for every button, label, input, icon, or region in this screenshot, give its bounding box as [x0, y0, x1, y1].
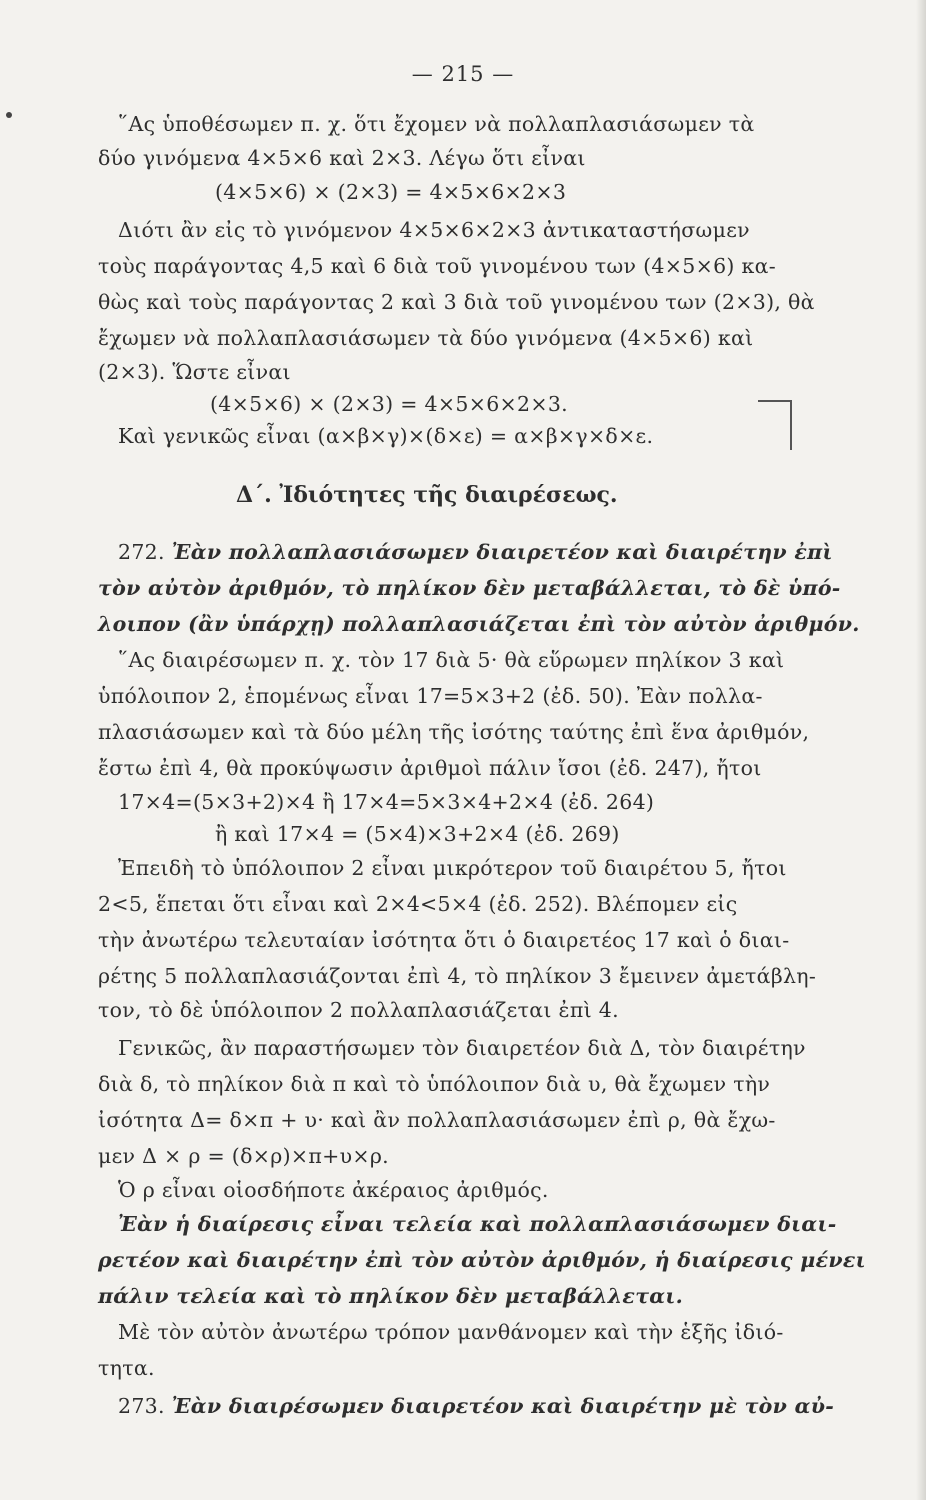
equation: ἢ καὶ 17×4 = (5×4)×3+2×4 (ἐδ. 269) — [215, 822, 620, 846]
text-line: Ὁ ρ εἶναι οἱοσδήποτε ἀκέραιος ἀριθμός. — [118, 1178, 549, 1202]
paragraph-273 — [118, 1394, 834, 1418]
paragraph-272 — [118, 540, 833, 564]
page-edge — [916, 0, 926, 1500]
text-line: (2×3). Ὥστε εἶναι — [98, 360, 291, 384]
equation: Καὶ γενικῶς εἶναι (α×β×γ)×(δ×ε) = α×β×γ×δ×ε. — [118, 424, 654, 448]
text-line: τητα. — [98, 1356, 155, 1380]
theorem-text: πάλιν τελεία καὶ τὸ πηλίκον δὲν μεταβάλλεται. — [98, 1284, 684, 1308]
equation: (4×5×6) × (2×3) = 4×5×6×2×3. — [210, 392, 568, 416]
text-line: πλασιάσωμεν καὶ τὰ δύο μέλη τῆς ἰσότης ταύτης ἐπὶ ἕνα ἀριθμόν, — [98, 720, 810, 744]
theorem-text: Ἐὰν ἡ διαίρεσις εἶναι τελεία καὶ πολλαπλασιάσωμεν διαι- — [118, 1212, 837, 1236]
text-line: Διότι ἂν εἰς τὸ γινόμενον 4×5×6×2×3 ἀντικαταστήσωμεν — [118, 218, 750, 242]
text-line: δύο γινόμενα 4×5×6 καὶ 2×3. Λέγω ὅτι εἶναι — [98, 146, 586, 170]
text-line: Μὲ τὸν αὐτὸν ἀνωτέρω τρόπον μανθάνομεν καὶ τὴν ἑξῆς ἰδιό- — [118, 1320, 784, 1344]
theorem-text: ρετέον καὶ διαιρέτην ἐπὶ τὸν αὐτὸν ἀριθμόν, ἡ διαίρεσις μένει — [98, 1248, 866, 1272]
page-number: — 215 — — [411, 62, 515, 86]
theorem-text: λοιπον (ἂν ὑπάρχῃ) πολλαπλασιάζεται ἐπὶ τὸν αὐτὸν ἀριθμόν. — [98, 612, 860, 636]
section-title: Δ΄. Ἰδιότητες τῆς διαιρέσεως. — [236, 482, 618, 508]
paragraph-number: 273. — [118, 1394, 165, 1418]
text-line: διὰ δ, τὸ πηλίκον διὰ π καὶ τὸ ὑπόλοιπον διὰ υ, θὰ ἔχωμεν τὴν — [98, 1072, 771, 1096]
text-line: ὑπόλοιπον 2, ἑπομένως εἶναι 17=5×3+2 (ἐδ. 50). Ἐὰν πολλα- — [98, 684, 763, 708]
ink-mark — [6, 112, 12, 118]
theorem-text: Ἐὰν πολλαπλασιάσωμεν διαιρετέον καὶ διαιρέτην ἐπὶ — [171, 540, 833, 564]
text-line: Ἐπειδὴ τὸ ὑπόλοιπον 2 εἶναι μικρότερον τοῦ διαιρέτου 5, ἤτοι — [118, 856, 787, 880]
text-line: μεν Δ × ρ = (δ×ρ)×π+υ×ρ. — [98, 1144, 389, 1168]
text-line: ἰσότητα Δ= δ×π + υ· καὶ ἂν πολλαπλασιάσωμεν ἐπὶ ρ, θὰ ἔχω- — [98, 1108, 776, 1132]
text-line: τὴν ἀνωτέρω τελευταίαν ἰσότητα ὅτι ὁ διαιρετέος 17 καὶ ὁ διαι- — [98, 928, 790, 952]
text-line: 2<5, ἕπεται ὅτι εἶναι καὶ 2×4<5×4 (ἐδ. 252). Βλέπομεν εἰς — [98, 892, 738, 916]
theorem-text: Ἐὰν διαιρέσωμεν διαιρετέον καὶ διαιρέτην μὲ τὸν αὐ- — [171, 1394, 835, 1418]
text-line: Γενικῶς, ἂν παραστήσωμεν τὸν διαιρετέον διὰ Δ, τὸν διαιρέτην — [118, 1036, 806, 1060]
text-line: ῞Ας ὑποθέσωμεν π. χ. ὅτι ἔχομεν νὰ πολλαπλασιάσωμεν τὰ — [118, 112, 755, 136]
text-line: τοὺς παράγοντας 4,5 καὶ 6 διὰ τοῦ γινομένου των (4×5×6) κα- — [98, 254, 777, 278]
text-line: ῞Ας διαιρέσωμεν π. χ. τὸν 17 διὰ 5· θὰ εὕρωμεν πηλίκον 3 καὶ — [118, 648, 785, 672]
text-line: ρέτης 5 πολλαπλασιάζονται ἐπὶ 4, τὸ πηλίκον 3 ἔμεινεν ἀμετάβλη- — [98, 964, 817, 988]
text-line: ἔχωμεν νὰ πολλαπλασιάσωμεν τὰ δύο γινόμενα (4×5×6) καὶ — [98, 326, 754, 350]
theorem-text: τὸν αὐτὸν ἀριθμόν, τὸ πηλίκον δὲν μεταβάλλεται, τὸ δὲ ὑπό- — [98, 576, 841, 600]
margin-bracket — [758, 400, 792, 450]
text-line: ἔστω ἐπὶ 4, θὰ προκύψωσιν ἀριθμοὶ πάλιν ἴσοι (ἐδ. 247), ἤτοι — [98, 756, 762, 780]
equation: 17×4=(5×3+2)×4 ἢ 17×4=5×3×4+2×4 (ἐδ. 264) — [118, 790, 655, 814]
paragraph-number: 272. — [118, 540, 165, 564]
text-line: τον, τὸ δὲ ὑπόλοιπον 2 πολλαπλασιάζεται ἐπὶ 4. — [98, 998, 619, 1022]
equation: (4×5×6) × (2×3) = 4×5×6×2×3 — [215, 180, 567, 204]
text-line: θὼς καὶ τοὺς παράγοντας 2 καὶ 3 διὰ τοῦ γινομένου των (2×3), θὰ — [98, 290, 815, 314]
